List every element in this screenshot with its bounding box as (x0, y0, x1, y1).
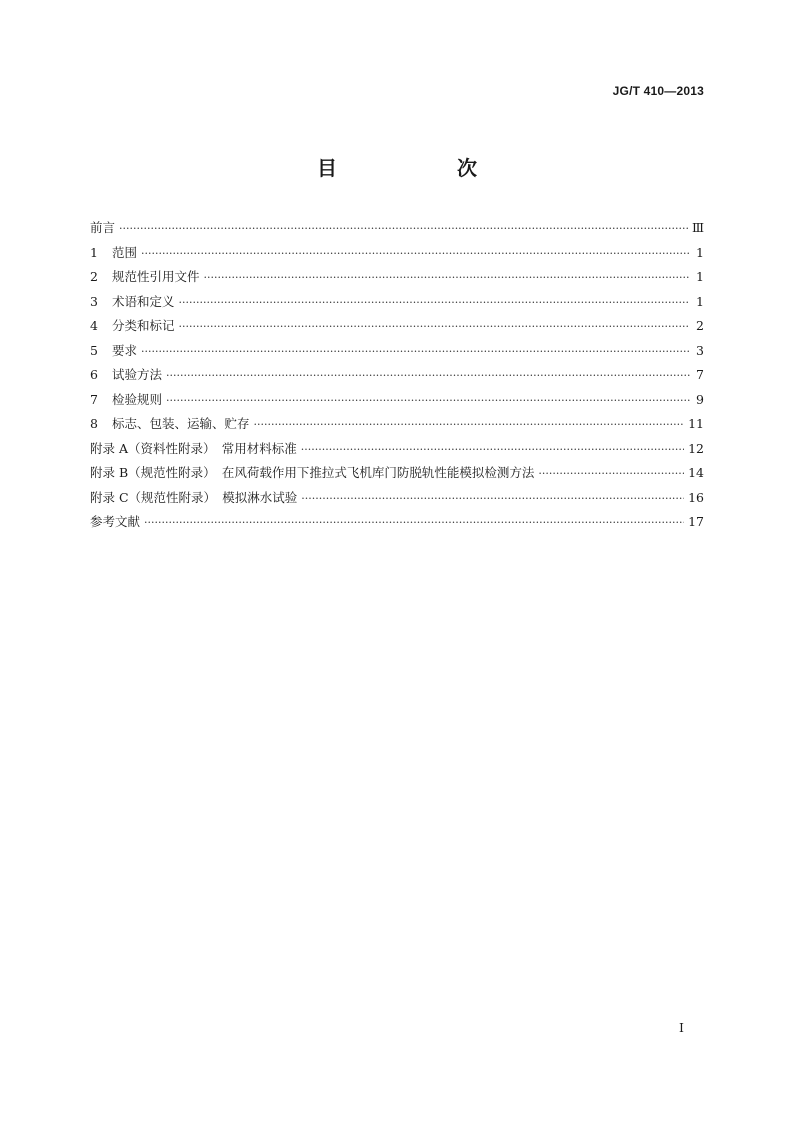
toc-entry-text: 附录 B（规范性附录） 在风荷载作用下推拉式飞机库门防脱轨性能模拟检测方法 (90, 465, 535, 480)
toc-entry-number: 3 (90, 293, 98, 309)
toc-dot-leader (179, 315, 690, 340)
toc-entry-text: 附录 A（资料性附录） 常用材料标准 (90, 440, 297, 456)
toc-entry-page: 3 (696, 342, 704, 358)
toc-entry-number: 8 (90, 416, 98, 431)
toc-entry-bibliography[interactable] (90, 510, 704, 535)
toc-entry-page: Ⅲ (691, 220, 704, 235)
toc-entry-number: 4 (90, 318, 98, 333)
toc-entry-page: 16 (688, 489, 704, 505)
toc-entry-page: 11 (688, 416, 704, 431)
toc-entry-4[interactable] (90, 314, 704, 339)
toc-entry-text: 要求 (112, 342, 138, 358)
toc-entry-page: 1 (696, 244, 704, 260)
toc-entry-appendix-c[interactable] (90, 486, 704, 511)
toc-entry-number: 2 (90, 269, 98, 284)
toc-entry-number: 7 (90, 391, 98, 407)
toc-entry-text: 参考文献 (90, 514, 141, 529)
toc-entry-appendix-b[interactable] (90, 461, 704, 486)
toc-entry-number: 1 (90, 244, 98, 260)
toc-entry-8[interactable] (90, 412, 704, 437)
page-title: 目 次 (317, 156, 527, 180)
toc-entry-1[interactable] (90, 241, 704, 266)
toc-entry-text: 检验规则 (112, 391, 163, 407)
toc-entry-text: 前言 (90, 220, 116, 235)
toc-dot-leader (144, 511, 684, 536)
toc-dot-leader (119, 217, 688, 242)
toc-dot-leader (254, 413, 685, 438)
document-code: JG/T 410—2013 (612, 84, 704, 98)
toc-entry-2[interactable] (90, 265, 704, 290)
toc-dot-leader (141, 340, 690, 365)
toc-entry-page: 14 (688, 465, 704, 480)
toc-dot-leader (141, 242, 690, 267)
toc-entry-page: 17 (688, 514, 704, 529)
toc-entry-text: 试验方法 (112, 367, 163, 382)
toc-entry-appendix-a[interactable] (90, 437, 704, 462)
toc-dot-leader (301, 487, 684, 512)
toc-entry-page: 2 (696, 318, 704, 333)
toc-entry-page: 12 (688, 440, 704, 456)
toc-entry-3[interactable] (90, 290, 704, 315)
toc-entry-page: 1 (696, 293, 704, 309)
toc-entry-text: 分类和标记 (112, 318, 175, 333)
toc-entry-6[interactable] (90, 363, 704, 388)
toc-entry-7[interactable] (90, 388, 704, 413)
toc-entry-5[interactable] (90, 339, 704, 364)
toc-dot-leader (204, 266, 690, 291)
toc-dot-leader (166, 389, 690, 414)
toc-entry-text: 标志、包装、运输、贮存 (112, 416, 250, 431)
toc-entry-text: 规范性引用文件 (112, 269, 200, 284)
toc-entry-page: 7 (696, 367, 704, 382)
toc-dot-leader (166, 364, 690, 389)
toc-dot-leader (301, 438, 684, 463)
toc-entry-number: 5 (90, 342, 98, 358)
toc-dot-leader (538, 462, 684, 487)
toc-dot-leader (179, 291, 690, 316)
toc-entry-text: 范围 (112, 244, 138, 260)
table-of-contents (90, 216, 704, 535)
page-number: I (679, 1020, 684, 1035)
toc-entry-number: 6 (90, 367, 98, 382)
toc-entry-text: 术语和定义 (112, 293, 175, 309)
toc-entry-page: 1 (696, 269, 704, 284)
toc-entry-page: 9 (696, 391, 704, 407)
toc-entry-foreword[interactable] (90, 216, 704, 241)
toc-entry-text: 附录 C（规范性附录） 模拟淋水试验 (90, 489, 298, 505)
